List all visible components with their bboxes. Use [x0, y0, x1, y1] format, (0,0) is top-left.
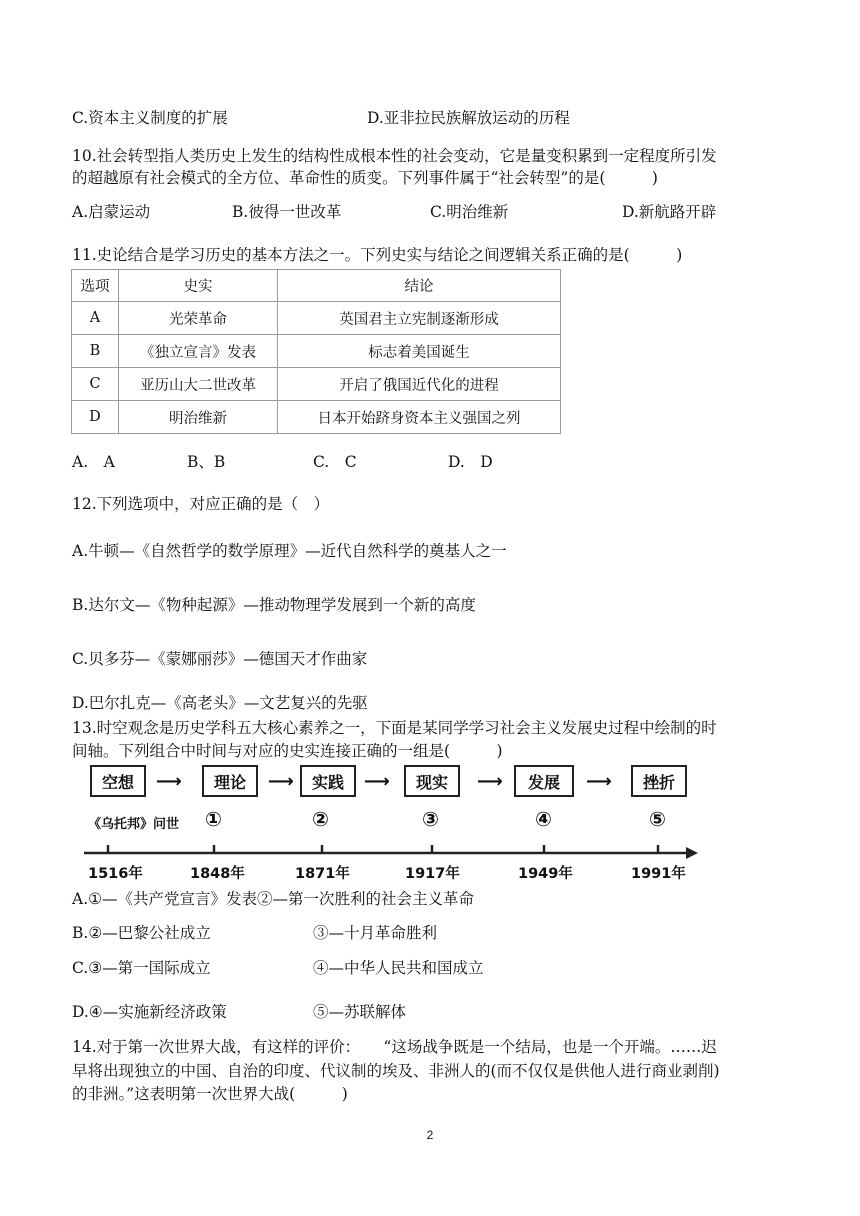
table-row: [72, 302, 561, 335]
q13-option-b-left: B.②—巴黎公社成立: [72, 924, 211, 942]
q13-option-b-right: ③—十月革命胜利: [313, 924, 438, 942]
timeline-year: 1917年: [405, 866, 460, 882]
q10-option-b: B.彼得一世改革: [232, 203, 342, 221]
timeline-stage: 现实: [404, 765, 460, 797]
table-cell: 明治维新: [119, 401, 278, 434]
table-cell: C: [72, 368, 119, 401]
q11-stem: 11.史论结合是学习历史的基本方法之一。下列史实与结论之间逻辑关系正确的是( ): [72, 246, 683, 264]
q10-option-a: A.启蒙运动: [72, 203, 151, 221]
arrow-right-icon: ⟶: [364, 771, 390, 792]
timeline-year: 1848年: [190, 866, 245, 882]
timeline-first-event: 《乌托邦》问世: [88, 817, 180, 832]
table-cell: 日本开始跻身资本主义强国之列: [278, 401, 561, 434]
q14-stem-line1: 14.对于第一次世界大战，有这样的评价： “这场战争既是一个结局，也是一个开端。……迟: [72, 1038, 717, 1056]
timeline-year: 1991年: [631, 866, 686, 882]
table-cell: 开启了俄国近代化的进程: [278, 368, 561, 401]
q10-option-d: D.新航路开辟: [622, 203, 717, 221]
q12-option-a: A.牛顿—《自然哲学的数学原理》—近代自然科学的奠基人之一: [72, 542, 507, 560]
table-cell: B: [72, 335, 119, 368]
timeline-marker: ③: [422, 807, 439, 831]
timeline-marker: ①: [205, 807, 222, 831]
table-header-cell: 选项: [72, 270, 119, 302]
q14-stem-line3: 的非洲。”这表明第一次世界大战( ): [72, 1085, 348, 1103]
q13-option-c-right: ④—中华人民共和国成立: [313, 959, 484, 977]
arrow-right-icon: ⟶: [586, 771, 612, 792]
table-cell: 英国君主立宪制逐渐形成: [278, 302, 561, 335]
timeline-marker: ②: [312, 807, 329, 831]
socialism-timeline: [82, 765, 702, 885]
q11-option-b: B、B: [187, 453, 226, 471]
arrow-right-icon: ⟶: [268, 771, 294, 792]
q12-option-b: B.达尔文—《物种起源》—推动物理学发展到一个新的高度: [72, 596, 476, 614]
table-header-cell: 史实: [119, 270, 278, 302]
q9-option-c: C.资本主义制度的扩展: [72, 109, 228, 127]
q10-option-c: C.明治维新: [430, 203, 509, 221]
table-row: [72, 335, 561, 368]
table-cell: 光荣革命: [119, 302, 278, 335]
q11-option-c: C. C: [313, 453, 357, 471]
table-header-row: [72, 270, 561, 302]
q13-stem-line2: 间轴。下列组合中时间与对应的史实连接正确的一组是( ): [72, 742, 503, 760]
q13-stem-line1: 13.时空观念是历史学科五大核心素养之一，下面是某同学学习社会主义发展史过程中绘制的时: [72, 719, 717, 737]
timeline-marker: ④: [535, 807, 552, 831]
table-row: [72, 368, 561, 401]
table-cell: 《独立宣言》发表: [119, 335, 278, 368]
timeline-stage: 发展: [514, 765, 574, 797]
q10-stem-line1: 10.社会转型指人类历史上发生的结构性成根本性的社会变动，它是量变积累到一定程度所引发: [72, 147, 717, 165]
arrow-right-icon: ⟶: [156, 771, 182, 792]
table-cell: 亚历山大二世改革: [119, 368, 278, 401]
q12-option-c: C.贝多芬—《蒙娜丽莎》—德国天才作曲家: [72, 650, 368, 668]
q14-stem-line2: 早将出现独立的中国、自治的印度、代议制的埃及、非洲人的(而不仅仅是供他人进行商业剥削): [72, 1062, 720, 1080]
q13-option-d-right: ⑤—苏联解体: [313, 1003, 407, 1021]
table-cell: D: [72, 401, 119, 434]
page-number: 2: [426, 1128, 434, 1142]
table-header-cell: 结论: [278, 270, 561, 302]
q10-stem-line2: 的超越原有社会模式的全方位、革命性的质变。下列事件属于“社会转型”的是( ): [72, 169, 658, 187]
timeline-stage: 挫折: [631, 765, 687, 797]
q12-stem: 12.下列选项中，对应正确的是（ ）: [72, 495, 330, 513]
timeline-stage: 实践: [300, 765, 356, 797]
q12-option-d: D.巴尔扎克—《高老头》—文艺复兴的先驱: [72, 694, 368, 712]
timeline-stage: 理论: [202, 765, 258, 797]
q13-option-a: A.①—《共产党宣言》发表②—第一次胜利的社会主义革命: [72, 890, 475, 908]
q13-option-c-left: C.③—第一国际成立: [72, 959, 211, 977]
arrow-right-icon: ⟶: [477, 771, 503, 792]
table-cell: 标志着美国诞生: [278, 335, 561, 368]
q11-option-a: A. A: [72, 453, 115, 471]
timeline-marker: ⑤: [649, 807, 666, 831]
q9-option-d: D.亚非拉民族解放运动的历程: [367, 109, 570, 127]
table-row: [72, 401, 561, 434]
timeline-axis: [82, 841, 702, 861]
timeline-year: 1949年: [518, 866, 573, 882]
timeline-year: 1871年: [295, 866, 350, 882]
timeline-stage: 空想: [90, 765, 146, 797]
q11-table: [71, 269, 561, 434]
q11-option-d: D. D: [448, 453, 493, 471]
table-cell: A: [72, 302, 119, 335]
timeline-year: 1516年: [88, 866, 143, 882]
q13-option-d-left: D.④—实施新经济政策: [72, 1003, 227, 1021]
